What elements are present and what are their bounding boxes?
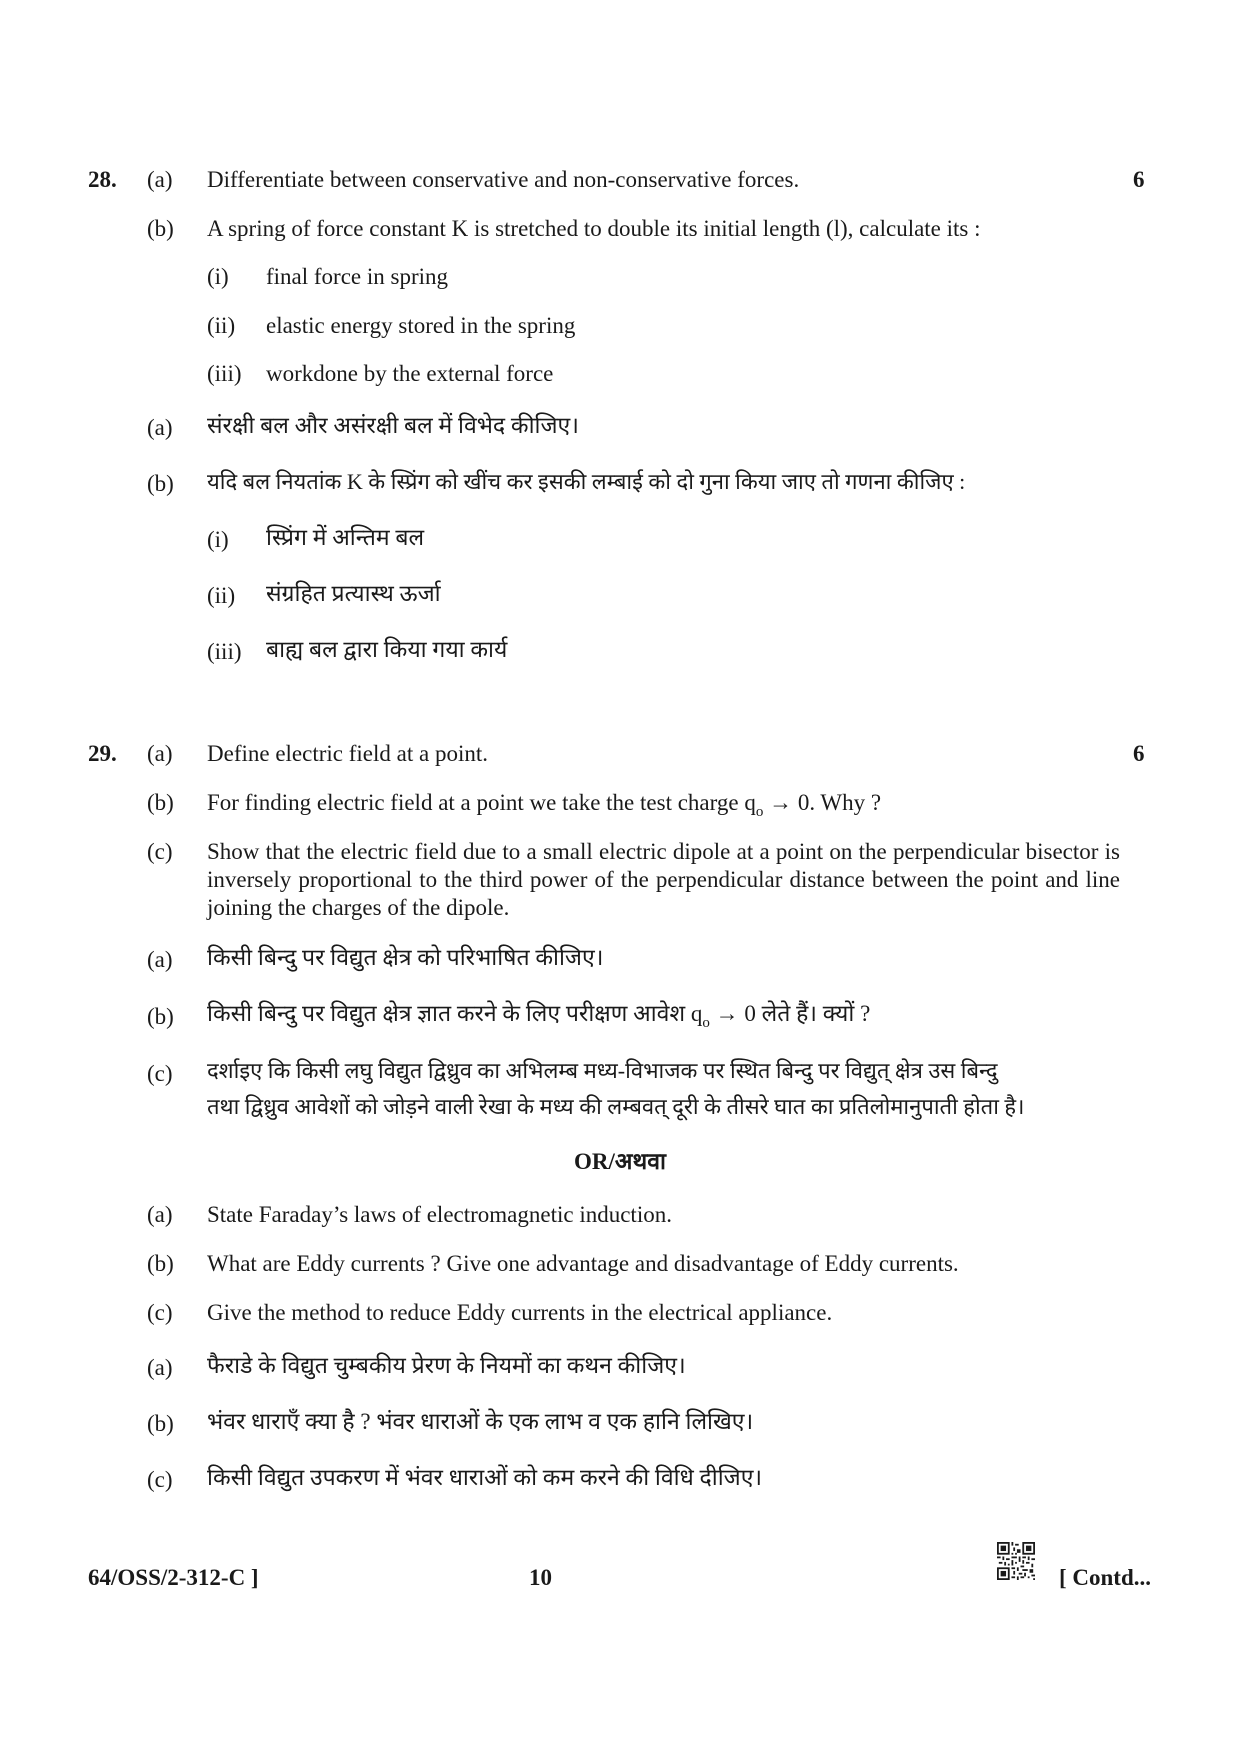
q29-hi-b-label: (b) (147, 1004, 174, 1029)
q28-i-text: final force in spring (266, 264, 449, 289)
q29-b-text-end: → 0. Why ? (763, 790, 882, 815)
or-a-label: (a) (147, 1202, 173, 1227)
q28-iii-label: (iii) (207, 361, 242, 386)
q28-hi-b-label: (b) (147, 471, 174, 496)
or-hi-c-text: किसी विद्युत उपकरण में भंवर धाराओं को कम करने की विधि दीजिए। (207, 1465, 763, 1490)
q29-c-label: (c) (147, 839, 173, 864)
q29-b-label: (b) (147, 790, 174, 815)
q29-hi-a-text: किसी बिन्दु पर विद्युत क्षेत्र को परिभाषित कीजिए। (207, 945, 604, 970)
or-a-text: State Faraday’s laws of electromagnetic induction. (207, 1202, 672, 1227)
q29-hi-c-line2: तथा द्विध्रुव आवेशों को जोड़ने वाली रेखा के मध्य की लम्बवत् दूरी के तीसरे घात का प्रतिलोमानुपाती होता है। (207, 1094, 1025, 1119)
q29-c-text: Show that the electric field due to a small electric dipole at a point on the perpendicular bisector is inversely proportional to the third power of the perpendicular distance between the point and line joining the charges of the dipole. (207, 839, 1120, 920)
q29-b-text-main: For finding electric field at a point we take the test charge q (207, 790, 756, 815)
q29-hi-c-line1: दर्शाइए कि किसी लघु विद्युत द्विध्रुव का अभिलम्ब मध्य-विभाजक पर स्थित बिन्दु पर विद्युत् क्षेत्र उस बिन्दु (207, 1058, 998, 1083)
q28-hi-ii-label: (ii) (207, 583, 236, 608)
q28-iii-text: workdone by the external force (266, 361, 554, 386)
or-hi-a-label: (a) (147, 1355, 173, 1380)
q28-ii-text: elastic energy stored in the spring (266, 313, 576, 338)
q28-hi-b-text: यदि बल नियतांक K के स्प्रिंग को खींच कर इसकी लम्बाई को दो गुना किया जाए तो गणना कीजिए : (207, 469, 966, 494)
q28-hi-iii-label: (iii) (207, 639, 242, 664)
marks-28: 6 (1133, 167, 1145, 192)
or-hi-b-text: भंवर धाराएँ क्या है ? भंवर धाराओं के एक लाभ व एक हानि लिखिए। (207, 1409, 754, 1434)
q29-b-subscript: o (755, 804, 764, 820)
page-number: 10 (529, 1565, 552, 1590)
q29-b-text (207, 789, 881, 826)
q29-hi-b-text (207, 1000, 870, 1037)
q28-b-text: A spring of force constant K is stretched to double its initial length (l), calculate its : (207, 216, 981, 241)
q29-a-label: (a) (147, 741, 173, 766)
q28-a-text: Differentiate between conservative and non-conservative forces. (207, 167, 800, 192)
continued-label: [ Contd... (1059, 1565, 1152, 1590)
q29-hi-c-label: (c) (147, 1061, 173, 1086)
q28-hi-i-text: स्प्रिंग में अन्तिम बल (266, 525, 425, 550)
or-c-text: Give the method to reduce Eddy currents in the electrical appliance. (207, 1300, 833, 1325)
q28-hi-i-label: (i) (207, 527, 229, 552)
q29-hi-b-text-end: → 0 लेते हैं। क्यों ? (709, 1001, 871, 1026)
or-hi-c-label: (c) (147, 1467, 173, 1492)
qr-code-icon (997, 1542, 1035, 1580)
q28-a-label: (a) (147, 167, 173, 192)
or-c-label: (c) (147, 1300, 173, 1325)
q28-hi-a-text: संरक्षी बल और असंरक्षी बल में विभेद कीजिए। (207, 413, 579, 438)
or-hi-a-text: फैराडे के विद्युत चुम्बकीय प्रेरण के नियमों का कथन कीजिए। (207, 1353, 686, 1378)
question-number-28: 28. (88, 167, 117, 192)
or-hi-b-label: (b) (147, 1411, 174, 1436)
q29-hi-a-label: (a) (147, 947, 173, 972)
q28-hi-iii-text: बाह्य बल द्वारा किया गया कार्य (266, 637, 508, 662)
q29-a-text: Define electric field at a point. (207, 741, 488, 766)
q29-hi-b-subscript: o (702, 1015, 710, 1031)
q28-hi-ii-text: संग्रहित प्रत्यास्थ ऊर्जा (266, 581, 441, 606)
marks-29: 6 (1133, 741, 1145, 766)
q28-hi-a-label: (a) (147, 415, 173, 440)
or-b-text: What are Eddy currents ? Give one advantage and disadvantage of Eddy currents. (207, 1251, 959, 1276)
q29-hi-b-text-main: किसी बिन्दु पर विद्युत क्षेत्र ज्ञात करने के लिए परीक्षण आवेश q (207, 1001, 703, 1026)
paper-code: 64/OSS/2-312-C ] (88, 1565, 259, 1590)
q28-ii-label: (ii) (207, 313, 236, 338)
question-number-29: 29. (88, 741, 117, 766)
q28-b-label: (b) (147, 216, 174, 241)
or-b-label: (b) (147, 1251, 174, 1276)
q28-i-label: (i) (207, 264, 229, 289)
or-separator: OR/अथवा (574, 1149, 666, 1174)
